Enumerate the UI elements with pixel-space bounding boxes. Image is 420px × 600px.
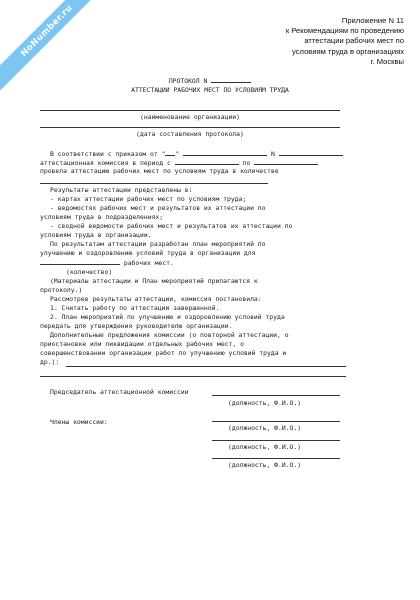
member-position-caption-3: (должность, Ф.И.О.) [228,461,302,469]
member-position-caption-2: (должность, Ф.И.О.) [228,443,302,451]
extra-proposals-field[interactable] [66,366,346,367]
results-intro: Результаты аттестации представлены в: [50,186,193,194]
order-number-field[interactable] [279,149,343,156]
members-label: Члены комиссии: [50,418,108,426]
date-field[interactable] [40,127,340,128]
appendix-line: условиям труда в организациях [292,46,404,56]
member-position-caption-1: (должность, Ф.И.О.) [228,424,302,432]
results-item-3-cont: условиям труда в организации. [40,231,152,239]
decision-2-cont: передать для утверждения руководителю организации. [40,322,233,330]
date-caption: (дата составления протокола) [136,130,244,138]
chair-label: Председатель аттестационной комиссии [50,388,189,396]
appendix-line: аттестации рабочих мест по [304,36,404,46]
order-line-3: провела аттестацию рабочих мест по условиям труда в количестве [40,167,279,175]
plan-count-field[interactable] [40,258,120,265]
extra-line-2: приостановке или ликвидации отдельных рабочих мест, о [40,340,244,348]
protocol-subtitle: АТТЕСТАЦИИ РАБОЧИХ МЕСТ ПО УСЛОВИЯМ ТРУДА [131,86,289,94]
quantity-caption: (количество) [66,268,113,276]
appendix-line: г. Москвы [370,56,404,66]
member-signature-field-2[interactable] [212,440,340,441]
appendix-header [204,16,404,67]
materials-line-2: протоколу.) [40,286,83,294]
extra-line-3: совершенствовании организации работ по улучшению условий труда и [40,349,287,357]
org-name-field[interactable] [40,110,340,111]
plan-line-2: улучшению и оздоровлению условий труда в организации для [40,249,256,257]
chair-signature-field[interactable] [212,395,340,396]
period-from-field[interactable] [175,158,239,165]
extra-proposals-field-2[interactable] [40,376,346,377]
decision-intro: Рассмотрев результаты аттестации, комиссия постановила: [50,295,262,303]
order-line-1: В соответствии с приказом от " " N [50,149,343,158]
order-line-2: аттестационная комиссия в период с по [40,158,318,167]
order-date-field[interactable] [183,149,267,156]
member-signature-field-3[interactable] [212,458,340,459]
plan-line-1: По результатам аттестации разработан план мероприятий по [50,240,266,248]
org-name-caption: (наименование организации) [139,113,241,121]
watermark-text: NoNumber.ru [19,3,75,59]
results-item-2-cont: условиям труда в подразделениях; [40,213,164,221]
workplaces-count-field[interactable] [40,183,268,184]
appendix-line: к Рекомендациям по проведению [285,26,404,36]
period-to-field[interactable] [254,158,318,165]
results-item-1: - картах аттестации рабочих мест по условиям труда; [50,195,247,203]
order-day-field[interactable] [165,149,175,156]
results-item-2: - ведомостях рабочих мест и результатов их аттестации по [50,204,266,212]
appendix-line: Приложение N 11 [341,16,404,25]
member-signature-field-1[interactable] [212,421,340,422]
protocol-title: ПРОТОКОЛ N [0,76,420,85]
extra-line-4: др.): [40,358,60,366]
materials-line-1: (Материалы аттестации и План мероприятий прилагаются к [50,277,258,285]
plan-line-3: рабочих мест. [40,258,174,267]
protocol-number-field[interactable] [211,76,251,83]
decision-2: 2. План мероприятий по улучшению и оздоровлению условий труда [50,313,285,321]
chair-position-caption: (должность, Ф.И.О.) [228,399,302,407]
results-item-3: - сводной ведомости рабочих мест и результатов их аттестации по [50,222,293,230]
decision-1: 1. Считать работу по аттестации завершенной. [50,304,220,312]
extra-line-1: Дополнительные предложения комиссии (о повторной аттестации, о [50,331,289,339]
